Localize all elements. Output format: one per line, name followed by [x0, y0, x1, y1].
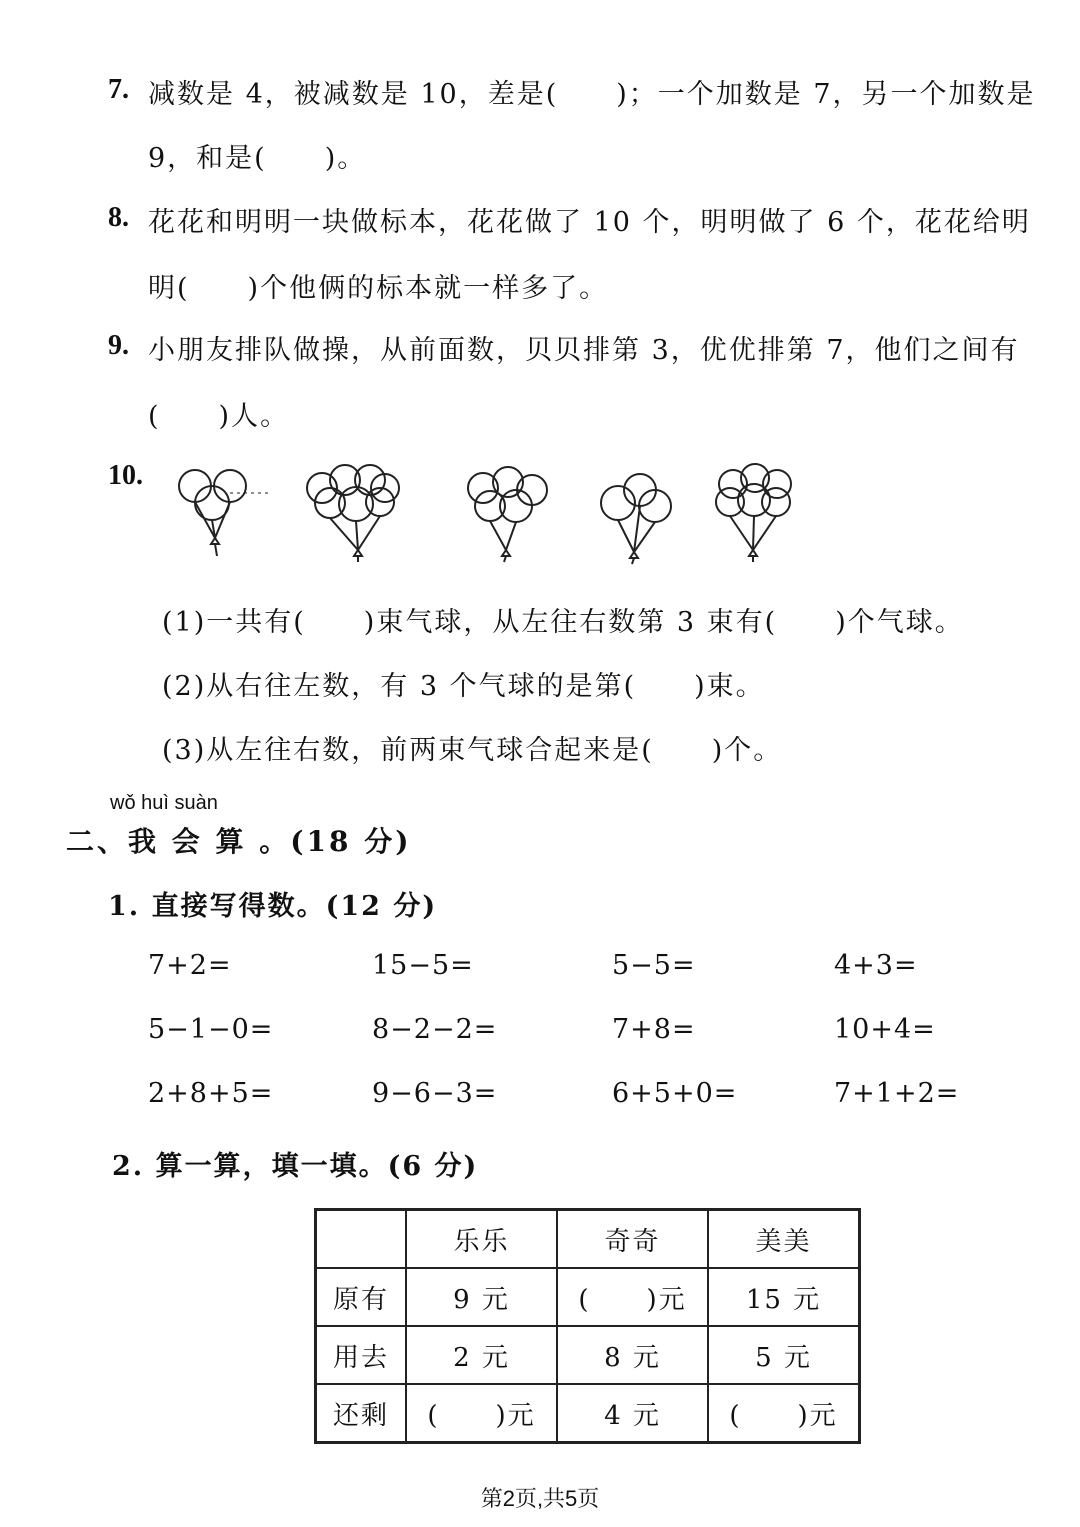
table-cell: 2 元: [406, 1326, 557, 1384]
question-10-sub3: (3)从左往右数，前两束气球合起来是( )个。: [162, 735, 783, 766]
question-10-sub2: (2)从右往左数，有 3 个气球的是第( )束。: [162, 671, 765, 702]
balloon-bunches-illustration: [170, 458, 810, 568]
equation: 7+8=: [612, 1014, 696, 1045]
equation: 4+3=: [834, 950, 918, 981]
table-cell: 原有: [316, 1268, 407, 1326]
section2-title: 二、我 会 算 。(18 分): [66, 825, 412, 858]
equation: 10+4=: [834, 1014, 936, 1045]
section2-pinyin: wǒ huì suàn: [110, 792, 218, 814]
balloon-bunch-1: [179, 470, 270, 556]
question-8-number: 8.: [108, 202, 129, 233]
equation: 7+2=: [148, 950, 232, 981]
table-cell: 乐乐: [406, 1210, 557, 1269]
section2-part2-title: 2. 算一算，填一填。(6 分): [112, 1151, 479, 1182]
table-cell[interactable]: ( )元: [708, 1384, 860, 1443]
question-7-line2: 9，和是( )。: [148, 143, 367, 174]
question-7-line1: 减数是 4，被减数是 10，差是( )；一个加数是 7，另一个加数是: [148, 79, 1036, 110]
question-9-line1: 小朋友排队做操，从前面数，贝贝排第 3，优优排第 7，他们之间有: [148, 335, 1020, 366]
equation: 5−5=: [612, 950, 696, 981]
money-table: [314, 1208, 861, 1444]
equation: 2+8+5=: [148, 1078, 274, 1109]
table-cell: 4 元: [557, 1384, 708, 1443]
table-cell: 美美: [708, 1210, 860, 1269]
table-row: [316, 1268, 860, 1326]
equation: 9−6−3=: [372, 1078, 498, 1109]
balloon-bunch-4: [601, 474, 671, 564]
table-cell: 15 元: [708, 1268, 860, 1326]
equation: 8−2−2=: [372, 1014, 498, 1045]
balloon-bunch-2: [307, 465, 399, 562]
question-9-number: 9.: [108, 330, 129, 361]
question-7-number: 7.: [108, 74, 129, 105]
equation: 6+5+0=: [612, 1078, 738, 1109]
balloon-bunch-5: [716, 464, 791, 562]
table-row: [316, 1326, 860, 1384]
table-cell: 还剩: [316, 1384, 407, 1443]
equation: 15−5=: [372, 950, 474, 981]
question-8-line2: 明( )个他俩的标本就一样多了。: [148, 273, 609, 304]
table-cell: 5 元: [708, 1326, 860, 1384]
section2-part1-title: 1. 直接写得数。(12 分): [108, 891, 438, 922]
question-8-line1: 花花和明明一块做标本，花花做了 10 个，明明做了 6 个，花花给明: [148, 207, 1031, 238]
table-cell[interactable]: ( )元: [557, 1268, 708, 1326]
table-cell: [316, 1210, 407, 1269]
equation: 7+1+2=: [834, 1078, 960, 1109]
table-cell[interactable]: ( )元: [406, 1384, 557, 1443]
question-10-sub1: (1)一共有( )束气球，从左往右数第 3 束有( )个气球。: [162, 607, 964, 638]
question-10-number: 10.: [108, 460, 143, 491]
table-header-row: [316, 1210, 860, 1269]
table-cell: 奇奇: [557, 1210, 708, 1269]
table-cell: 9 元: [406, 1268, 557, 1326]
equation: 5−1−0=: [148, 1014, 274, 1045]
table-cell: 8 元: [557, 1326, 708, 1384]
table-row: [316, 1384, 860, 1443]
question-9-line2: ( )人。: [148, 401, 290, 432]
table-cell: 用去: [316, 1326, 407, 1384]
balloon-bunch-3: [468, 467, 547, 562]
page-footer: 第2页,共5页: [480, 1486, 600, 1511]
